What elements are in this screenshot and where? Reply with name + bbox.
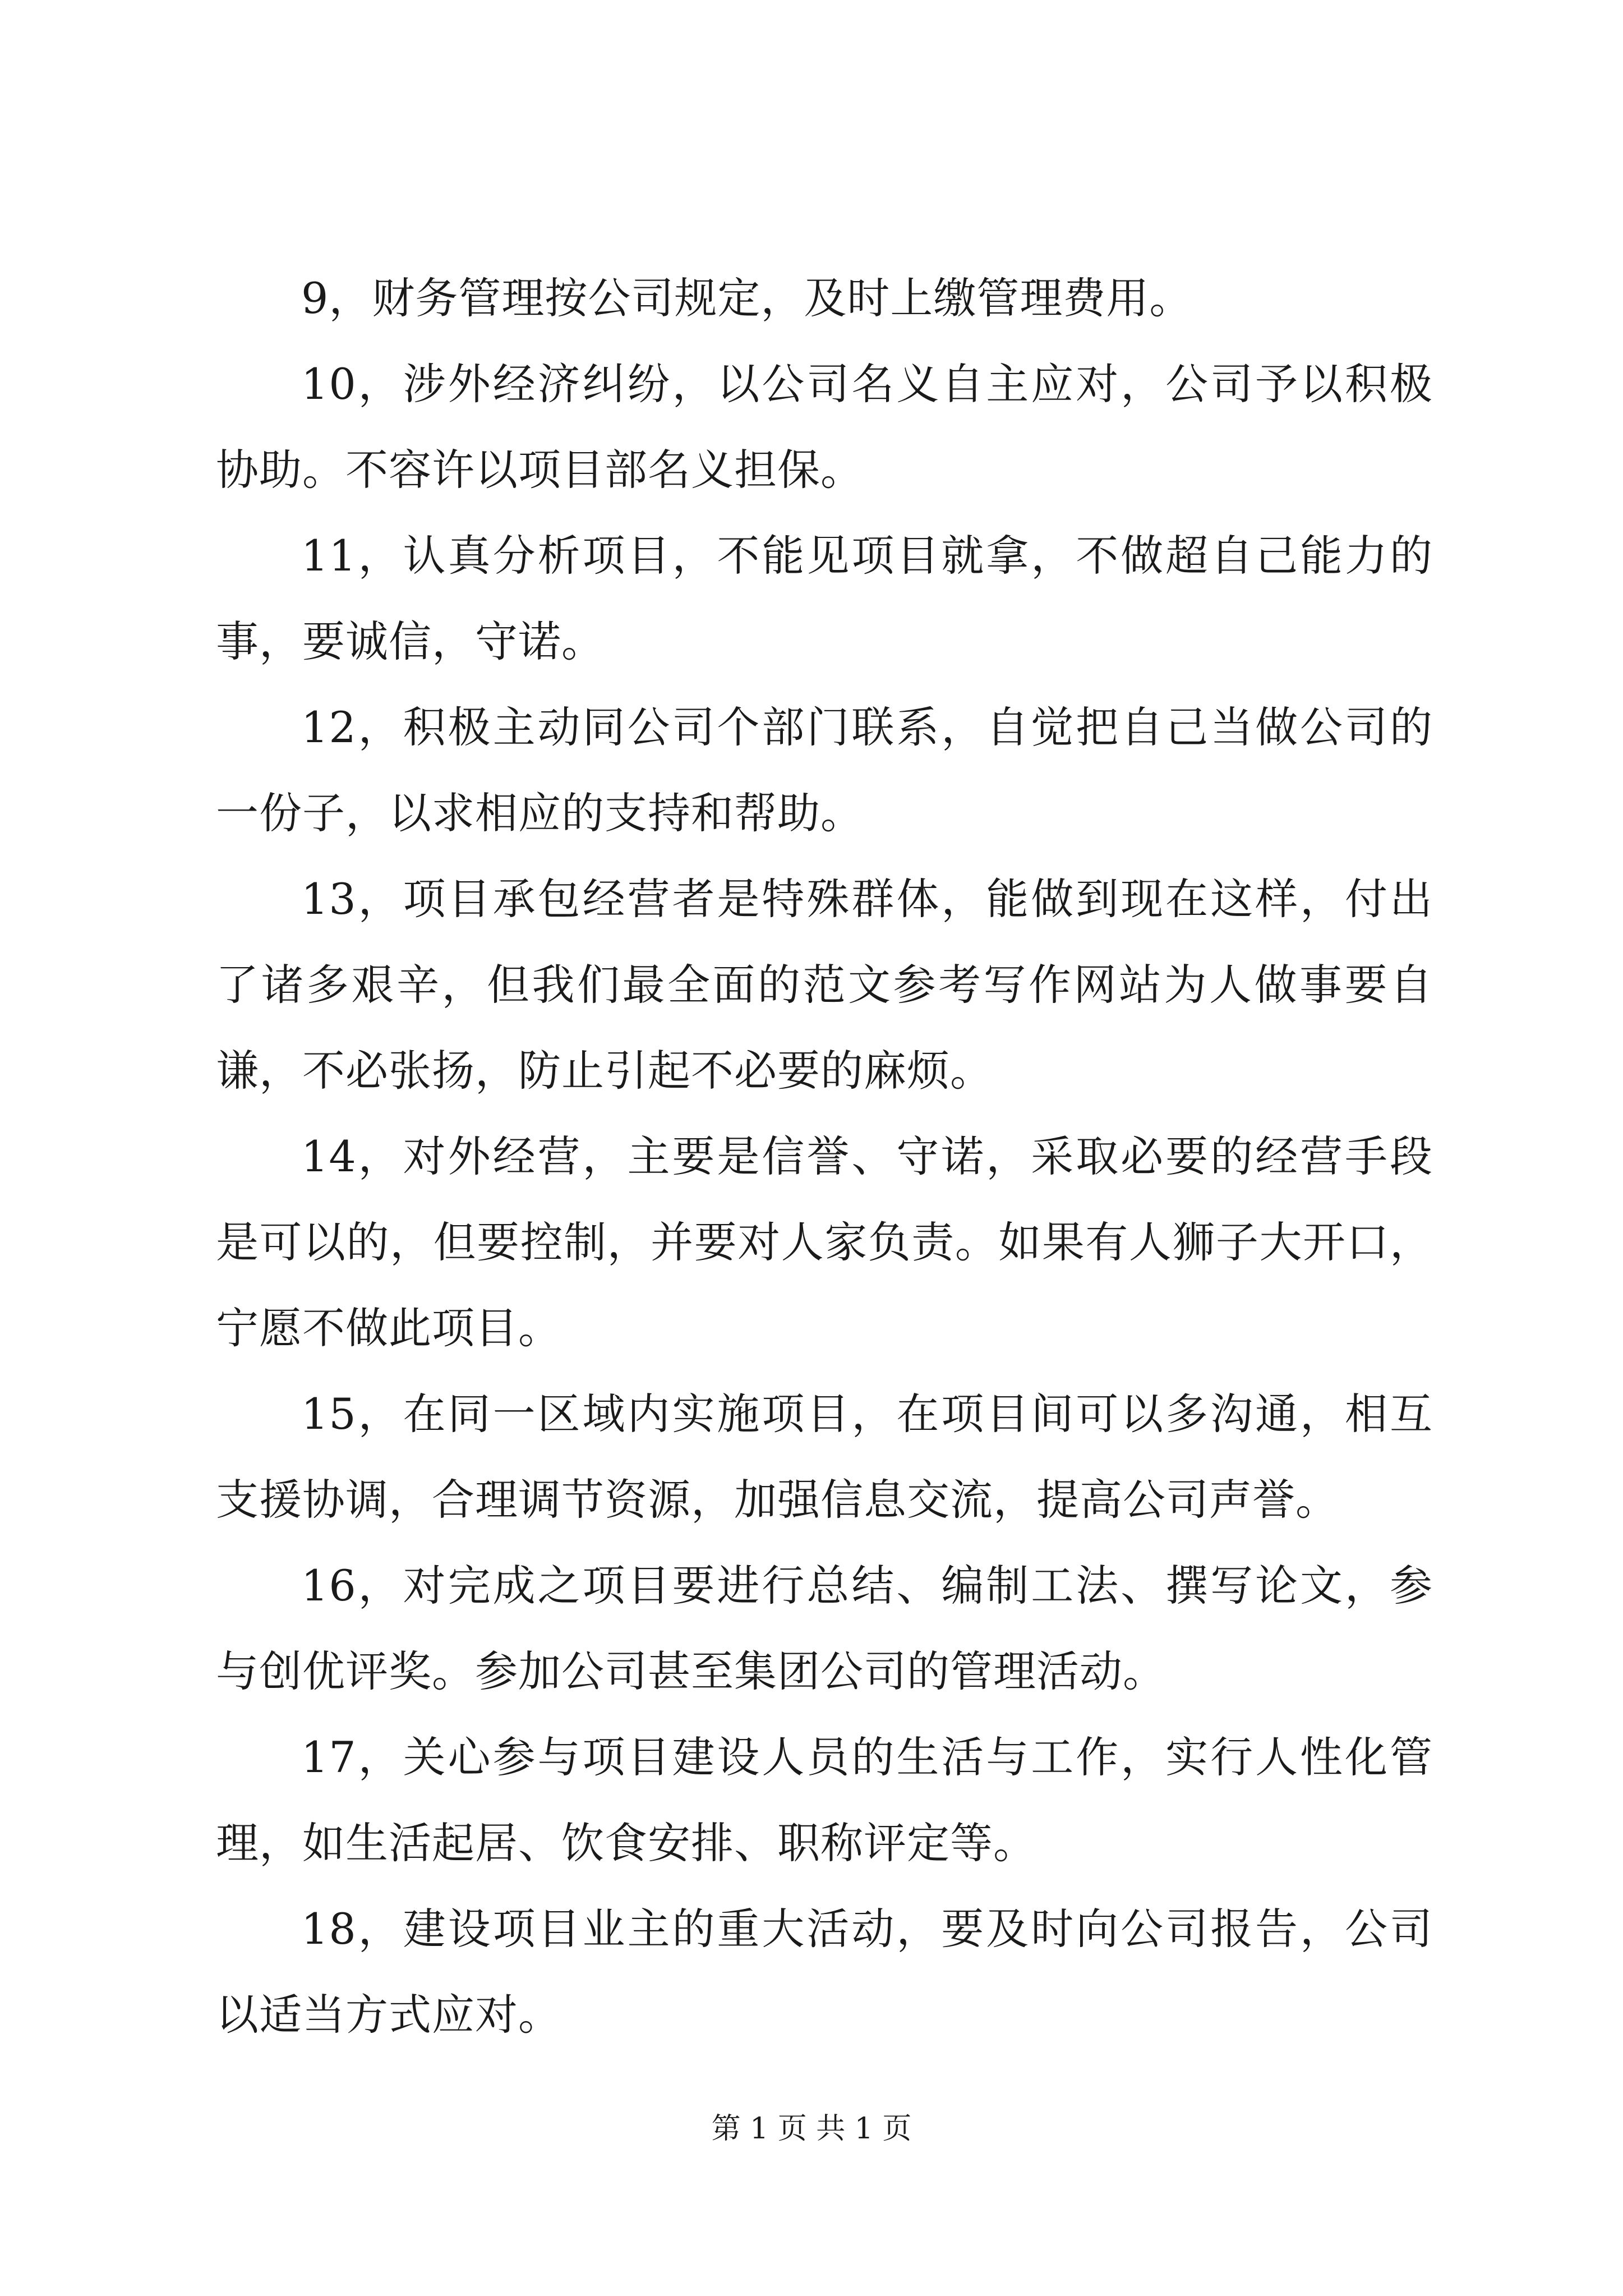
paragraph-14: 14，对外经营，主要是信誉、守诺，采取必要的经营手段是可以的，但要控制，并要对人家负责。如果有人狮子大开口，宁愿不做此项目。 [216,1131,1433,1353]
paragraph-12: 12，积极主动同公司个部门联系，自觉把自己当做公司的一份子，以求相应的支持和帮助。 [216,702,1433,838]
paragraph-17: 17，关心参与项目建设人员的生活与工作，实行人性化管理，如生活起居、饮食安排、职称评定等。 [216,1732,1433,1868]
paragraph-10: 10，涉外经济纠纷，以公司名义自主应对，公司予以积极协助。不容许以项目部名义担保。 [216,359,1433,495]
paragraph-9: 9，财务管理按公司规定，及时上缴管理费用。 [301,273,1193,323]
document-body [216,255,1433,2058]
page-footer: 第 1 页 共 1 页 [711,2112,912,2146]
paragraph-16: 16，对完成之项目要进行总结、编制工法、撰写论文，参与创优评奖。参加公司甚至集团公司的管理活动。 [216,1561,1433,1696]
paragraph-18: 18，建设项目业主的重大活动，要及时向公司报告，公司以适当方式应对。 [216,1904,1433,2040]
paragraph-15: 15，在同一区域内实施项目，在项目间可以多沟通，相互支援协调，合理调节资源，加强信息交流，提高公司声誉。 [216,1389,1433,1525]
paragraph-13: 13，项目承包经营者是特殊群体，能做到现在这样，付出了诸多艰辛，但我们最全面的范文参考写作网站为人做事要自谦，不必张扬，防止引起不必要的麻烦。 [216,874,1433,1096]
paragraph-11: 11，认真分析项目，不能见项目就拿，不做超自己能力的事，要诚信，守诺。 [216,531,1433,666]
